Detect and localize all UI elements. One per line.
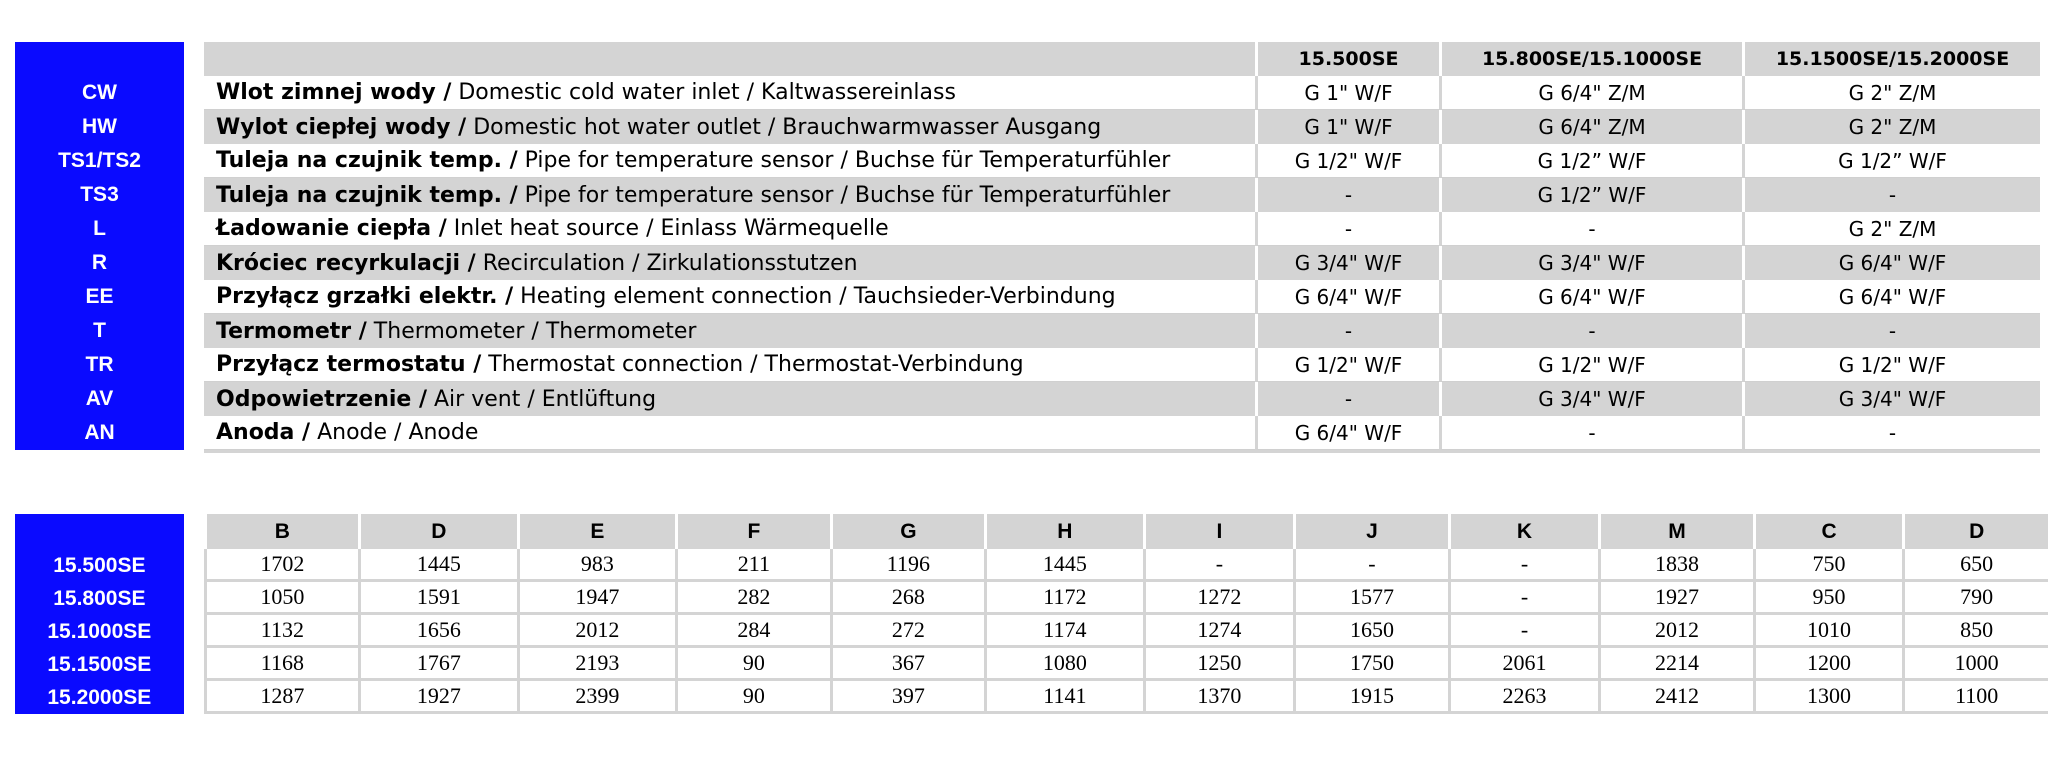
description-translation: Thermometer / Thermometer xyxy=(366,318,697,344)
dimension-value: 983 xyxy=(517,549,676,582)
connection-value-model-1: G 6/4" W/F xyxy=(1255,280,1439,314)
dimension-header: K xyxy=(1448,514,1599,549)
dimension-value: 1370 xyxy=(1143,681,1294,714)
dimension-value: 790 xyxy=(1902,582,2048,615)
connection-row xyxy=(15,314,2040,348)
connection-value-model-3: G 1/2” W/F xyxy=(1742,144,2040,178)
connection-value-model-3: G 1/2" W/F xyxy=(1742,348,2040,382)
dimension-value: - xyxy=(1448,582,1599,615)
dimension-value: 1300 xyxy=(1753,681,1903,714)
dimension-row xyxy=(15,681,2048,714)
dimension-value: 1196 xyxy=(830,549,985,582)
dimension-value: 2193 xyxy=(517,648,676,681)
connection-value-model-3: G 3/4" W/F xyxy=(1742,382,2040,416)
dimension-header: D xyxy=(358,514,517,549)
dimension-value: 268 xyxy=(830,582,985,615)
dimension-value: 2399 xyxy=(517,681,676,714)
dimension-value: 1272 xyxy=(1143,582,1294,615)
dimension-value: 1172 xyxy=(984,582,1143,615)
dimension-value: 1250 xyxy=(1143,648,1294,681)
dimension-row xyxy=(15,615,2048,648)
description-translation: Inlet heat source / Einlass Wärmequelle xyxy=(446,216,889,241)
description-translation: Anode / Anode xyxy=(310,420,479,445)
connection-value-model-1: - xyxy=(1255,178,1439,212)
connection-description xyxy=(204,246,1255,280)
dimension-value: 1141 xyxy=(984,681,1143,714)
dimension-value: 2412 xyxy=(1598,681,1753,714)
connection-description xyxy=(204,212,1255,246)
description-polish: Wylot ciepłej wody / xyxy=(216,114,467,140)
dimension-header: M xyxy=(1598,514,1753,549)
description-translation: Pipe for temperature sensor / Buchse für Temperaturfühler xyxy=(517,182,1171,208)
connection-row xyxy=(15,212,2040,246)
description-polish: Tuleja na czujnik temp. / xyxy=(216,148,518,173)
dimension-header: C xyxy=(1753,514,1903,549)
description-polish: Przyłącz grzałki elektr. / xyxy=(216,284,514,309)
connection-value-model-1: G 1/2" W/F xyxy=(1255,348,1439,382)
dimension-value: 1287 xyxy=(204,681,359,714)
dimension-header: B xyxy=(204,514,359,549)
dimension-value: 367 xyxy=(830,648,985,681)
header-model-1: 15.500SE xyxy=(1255,42,1439,76)
description-polish: Odpowietrzenie / xyxy=(216,386,428,412)
description-polish: Przyłącz termostatu / xyxy=(216,352,482,377)
connection-description xyxy=(204,348,1255,382)
dimension-value: 1000 xyxy=(1902,648,2048,681)
connection-value-model-3: G 2" Z/M xyxy=(1742,212,2040,246)
connection-code: TR xyxy=(15,348,184,382)
header-model-3: 15.1500SE/15.2000SE xyxy=(1742,42,2040,76)
connection-row xyxy=(15,76,2040,110)
description-polish: Wlot zimnej wody / xyxy=(216,80,452,105)
connection-description xyxy=(204,314,1255,348)
model-name: 15.500SE xyxy=(15,549,184,582)
dimension-value: 2012 xyxy=(517,615,676,648)
connection-row xyxy=(15,382,2040,416)
connection-description xyxy=(204,382,1255,416)
dimension-value: 1750 xyxy=(1293,648,1448,681)
dimension-value: 1445 xyxy=(984,549,1143,582)
connections-header-row xyxy=(15,42,2040,76)
table-bottom-rule xyxy=(204,450,2040,453)
connection-code: TS3 xyxy=(15,178,184,212)
connection-row xyxy=(15,110,2040,144)
connection-value-model-2: - xyxy=(1439,314,1742,348)
dimension-row xyxy=(15,582,2048,615)
connection-value-model-2: G 6/4" Z/M xyxy=(1439,76,1742,110)
dimension-header: F xyxy=(675,514,829,549)
header-model-2: 15.800SE/15.1000SE xyxy=(1439,42,1742,76)
connection-value-model-1: - xyxy=(1255,212,1439,246)
dimension-value: 282 xyxy=(675,582,829,615)
dimension-header: E xyxy=(517,514,676,549)
connection-value-model-1: G 1/2" W/F xyxy=(1255,144,1439,178)
dimension-value: 1767 xyxy=(358,648,517,681)
dimension-value: 1274 xyxy=(1143,615,1294,648)
code-header-cell xyxy=(15,42,184,76)
connection-value-model-2: G 1/2” W/F xyxy=(1439,178,1742,212)
description-translation: Air vent / Entlüftung xyxy=(427,386,657,412)
dimension-value: 90 xyxy=(675,648,829,681)
dimension-row xyxy=(15,549,2048,582)
dimension-value: 1080 xyxy=(984,648,1143,681)
connection-code: TS1/TS2 xyxy=(15,144,184,178)
dimension-value: - xyxy=(1143,549,1294,582)
connection-description xyxy=(204,280,1255,314)
dimension-row xyxy=(15,648,2048,681)
dimension-value: 650 xyxy=(1902,549,2048,582)
dimension-value: 1445 xyxy=(358,549,517,582)
dimension-value: 1100 xyxy=(1902,681,2048,714)
connection-code: L xyxy=(15,212,184,246)
connection-code: AV xyxy=(15,382,184,416)
dimension-value: 2263 xyxy=(1448,681,1599,714)
dimension-value: 1927 xyxy=(1598,582,1753,615)
dimension-value: 1650 xyxy=(1293,615,1448,648)
dimension-value: 1010 xyxy=(1753,615,1903,648)
dimension-value: 397 xyxy=(830,681,985,714)
dimension-header: I xyxy=(1143,514,1294,549)
description-translation: Heating element connection / Tauchsieder-Verbindung xyxy=(513,284,1116,309)
model-name: 15.2000SE xyxy=(15,681,184,714)
description-polish: Anoda / xyxy=(216,420,311,445)
connection-row xyxy=(15,246,2040,280)
dimension-value: 1656 xyxy=(358,615,517,648)
dimension-value: 1168 xyxy=(204,648,359,681)
connection-value-model-3: G 2" Z/M xyxy=(1742,110,2040,144)
model-name: 15.1500SE xyxy=(15,648,184,681)
connection-code: HW xyxy=(15,110,184,144)
connection-value-model-2: G 3/4" W/F xyxy=(1439,382,1742,416)
connection-value-model-3: G 6/4" W/F xyxy=(1742,280,2040,314)
description-polish: Termometr / xyxy=(216,318,367,344)
connection-value-model-1: G 3/4" W/F xyxy=(1255,246,1439,280)
dimension-value: - xyxy=(1448,549,1599,582)
dimension-value: 750 xyxy=(1753,549,1903,582)
dimension-value: 284 xyxy=(675,615,829,648)
dimension-value: 1838 xyxy=(1598,549,1753,582)
connection-row xyxy=(15,178,2040,212)
description-polish: Ładowanie ciepła / xyxy=(216,216,447,241)
dimension-value: - xyxy=(1448,615,1599,648)
connection-code: EE xyxy=(15,280,184,314)
description-translation: Pipe for temperature sensor / Buchse für Temperaturfühler xyxy=(517,148,1171,173)
dimension-value: 2061 xyxy=(1448,648,1599,681)
connection-value-model-2: - xyxy=(1439,416,1742,450)
connection-description xyxy=(204,110,1255,144)
connection-value-model-3: G 2" Z/M xyxy=(1742,76,2040,110)
dimension-value: 1132 xyxy=(204,615,359,648)
description-translation: Thermostat connection / Thermostat-Verbindung xyxy=(481,352,1024,377)
dimension-value: 90 xyxy=(675,681,829,714)
connection-value-model-1: G 1" W/F xyxy=(1255,76,1439,110)
connection-value-model-2: G 3/4" W/F xyxy=(1439,246,1742,280)
dimension-value: 850 xyxy=(1902,615,2048,648)
model-name: 15.1000SE xyxy=(15,615,184,648)
connection-row xyxy=(15,416,2040,450)
dimension-value: 1591 xyxy=(358,582,517,615)
connection-code: R xyxy=(15,246,184,280)
description-polish: Tuleja na czujnik temp. / xyxy=(216,182,518,208)
dimension-value: 1915 xyxy=(1293,681,1448,714)
connection-row xyxy=(15,280,2040,314)
connection-value-model-2: G 6/4" Z/M xyxy=(1439,110,1742,144)
connection-value-model-2: G 1/2” W/F xyxy=(1439,144,1742,178)
dimensions-table xyxy=(15,514,2048,714)
connection-code: T xyxy=(15,314,184,348)
connection-code: CW xyxy=(15,76,184,110)
connection-row xyxy=(15,144,2040,178)
dimension-value: - xyxy=(1293,549,1448,582)
dimension-value: 1702 xyxy=(204,549,359,582)
dimension-value: 1200 xyxy=(1753,648,1903,681)
connection-value-model-3: G 6/4" W/F xyxy=(1742,246,2040,280)
dimension-value: 1927 xyxy=(358,681,517,714)
model-header-cell xyxy=(15,514,184,549)
connection-value-model-1: G 1" W/F xyxy=(1255,110,1439,144)
connection-description xyxy=(204,178,1255,212)
description-translation: Domestic cold water inlet / Kaltwassereinlass xyxy=(451,80,956,105)
connection-value-model-2: G 1/2" W/F xyxy=(1439,348,1742,382)
connection-description xyxy=(204,416,1255,450)
dimension-value: 950 xyxy=(1753,582,1903,615)
description-translation: Recirculation / Zirkulationsstutzen xyxy=(475,250,858,276)
dimension-value: 272 xyxy=(830,615,985,648)
dimension-header: J xyxy=(1293,514,1448,549)
connection-value-model-2: - xyxy=(1439,212,1742,246)
connection-value-model-1: - xyxy=(1255,314,1439,348)
connection-row xyxy=(15,348,2040,382)
connection-value-model-1: G 6/4" W/F xyxy=(1255,416,1439,450)
connection-value-model-3: - xyxy=(1742,178,2040,212)
connection-value-model-3: - xyxy=(1742,314,2040,348)
dimension-value: 1174 xyxy=(984,615,1143,648)
connection-value-model-1: - xyxy=(1255,382,1439,416)
dimension-value: 1947 xyxy=(517,582,676,615)
dimension-value: 2214 xyxy=(1598,648,1753,681)
model-name: 15.800SE xyxy=(15,582,184,615)
dimension-value: 211 xyxy=(675,549,829,582)
dimension-value: 2012 xyxy=(1598,615,1753,648)
connection-code: AN xyxy=(15,416,184,450)
dimension-header: H xyxy=(984,514,1143,549)
connection-value-model-2: G 6/4" W/F xyxy=(1439,280,1742,314)
description-header-cell xyxy=(204,42,1255,76)
dimension-header: D xyxy=(1902,514,2048,549)
connection-description xyxy=(204,144,1255,178)
connections-table xyxy=(15,42,2040,453)
description-translation: Domestic hot water outlet / Brauchwarmwasser Ausgang xyxy=(466,114,1102,140)
connection-value-model-3: - xyxy=(1742,416,2040,450)
dimension-value: 1577 xyxy=(1293,582,1448,615)
description-polish: Króciec recyrkulacji / xyxy=(216,250,476,276)
dimension-value: 1050 xyxy=(204,582,359,615)
dimension-header: G xyxy=(830,514,985,549)
connection-description xyxy=(204,76,1255,110)
dimensions-header-row xyxy=(15,514,2048,549)
